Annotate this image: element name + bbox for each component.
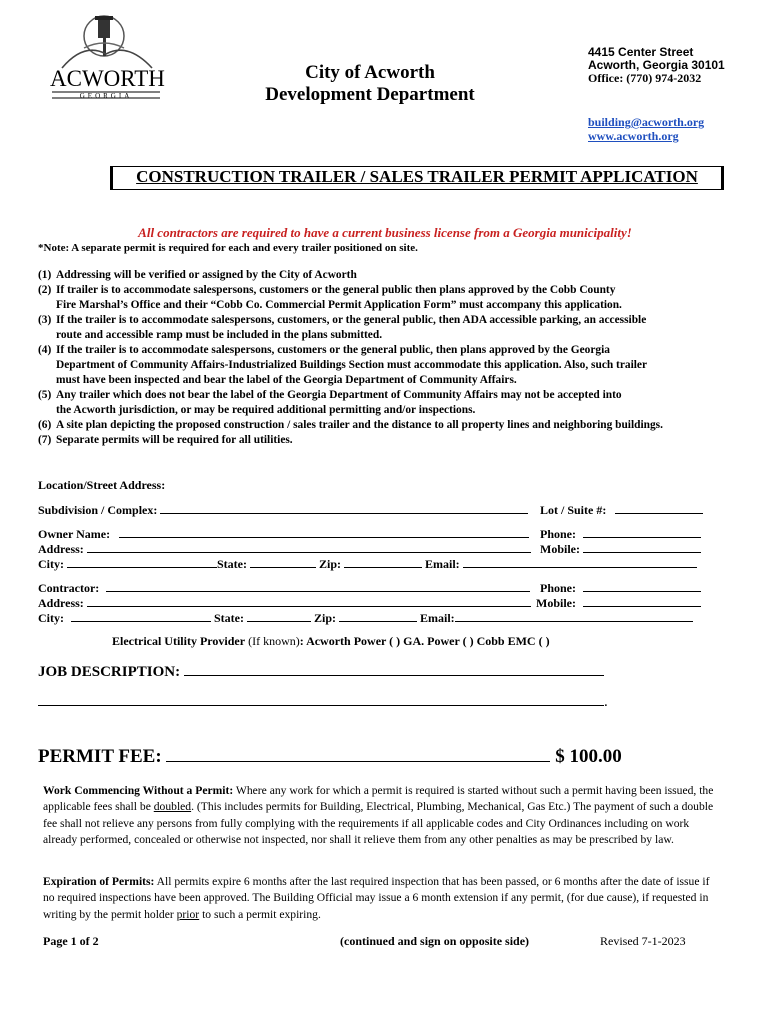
contractor-state-field[interactable] xyxy=(247,610,311,622)
owner-address-row xyxy=(38,541,531,557)
work-heading: Work Commencing Without a Permit: xyxy=(43,784,234,797)
logo-subtext: GEORGIA xyxy=(79,92,133,100)
contractor-label: Contractor: xyxy=(38,581,100,595)
owner-city-label: City: xyxy=(38,557,64,571)
contractor-address-field[interactable] xyxy=(87,595,531,607)
lot-row xyxy=(540,502,703,518)
contractor-email-field[interactable] xyxy=(455,610,693,622)
contractor-zip-field[interactable] xyxy=(339,610,417,622)
contractor-row xyxy=(38,580,530,596)
electrical-provider-row xyxy=(112,634,550,649)
license-notice: All contractors are required to have a current business license from a Georgia municipality! xyxy=(138,225,632,240)
continued-note: (continued and sign on opposite side) xyxy=(340,934,530,948)
permit-fee-row xyxy=(38,746,622,768)
email-link[interactable]: building@acworth.org xyxy=(588,115,705,129)
org-line-2: Development Department xyxy=(265,84,475,105)
expiration-paragraph: Expiration of Permits: All permits expire 6 months after the last required inspection that has been passed, or 6 months after the date of issue if no required inspections have been approved. The Building Official may issue a 6 month extension if any permit, (for due cause), if requested in writing by the permit holder prior to such a permit expiring. xyxy=(43,875,710,921)
contractor-city-field[interactable] xyxy=(71,610,211,622)
owner-phone-field[interactable] xyxy=(583,526,701,538)
contractor-phone-label: Phone: xyxy=(540,581,576,595)
contractor-mobile-field[interactable] xyxy=(583,595,701,607)
contractor-mobile-label: Mobile: xyxy=(536,596,576,610)
owner-address-field[interactable] xyxy=(87,541,531,553)
owner-phone-row xyxy=(540,526,701,542)
location-label: Location/Street Address: xyxy=(38,478,166,492)
contractor-mobile-row xyxy=(536,595,701,611)
job-description-row xyxy=(38,662,604,681)
form-title: CONSTRUCTION TRAILER / SALES TRAILER PERMIT APPLICATION xyxy=(136,167,698,186)
owner-city-row xyxy=(38,556,697,572)
permit-fee-label: PERMIT FEE: xyxy=(38,746,162,767)
owner-mobile-label: Mobile: xyxy=(540,542,580,556)
owner-state-field[interactable] xyxy=(250,556,316,568)
rule-6: (6) A site plan depicting the proposed construction / sales trailer and the distance to all property lines and neighboring buildings. xyxy=(38,419,663,431)
owner-email-field[interactable] xyxy=(463,556,697,568)
city-state: Acworth, Georgia 30101 xyxy=(588,58,725,72)
street: 4415 Center Street xyxy=(588,45,694,59)
lot-field[interactable] xyxy=(615,502,703,514)
permit-fee-amount: $ 100.00 xyxy=(555,746,622,767)
job-description-line-2: . xyxy=(38,692,608,711)
permit-fee-line xyxy=(166,746,550,762)
owner-mobile-field[interactable] xyxy=(583,541,701,553)
rule-4: (4) If the trailer is to accommodate salespersons, customers or the general public, then plans approved by the Georgia Department of Community Affairs-Industrialized Buildings Section must accommodate this application. Also, such trailer must have been inspected and bear the label of the Georgia Department of Community Affairs. xyxy=(38,344,648,386)
rule-3: (3) If the trailer is to accommodate salespersons, customers, or the general public, then ADA accessible parking, an accessible route and accessible ramp must be included in the plans submitted. xyxy=(38,314,647,341)
owner-zip-label: Zip: xyxy=(319,557,342,571)
contractor-field[interactable] xyxy=(106,580,530,592)
org-line-1: City of Acworth xyxy=(305,62,435,83)
logo-text: ACWORTH xyxy=(50,66,165,91)
separate-permit-note: *Note: A separate permit is required for each and every trailer positioned on site. xyxy=(38,242,418,254)
electrical-label: Electrical Utility Provider xyxy=(112,634,246,648)
job-description-label: JOB DESCRIPTION: xyxy=(38,664,181,680)
contractor-address-label: Address: xyxy=(38,596,84,610)
owner-zip-field[interactable] xyxy=(344,556,422,568)
contractor-city-label: City: xyxy=(38,611,64,625)
owner-mobile-row xyxy=(540,541,701,557)
rule-1: (1) Addressing will be verified or assigned by the City of Acworth xyxy=(38,269,357,281)
contractor-phone-row xyxy=(540,580,701,596)
subdivision-row xyxy=(38,502,528,518)
acworth-logo xyxy=(48,8,164,104)
website-link[interactable]: www.acworth.org xyxy=(588,129,679,143)
doubled-word: doubled xyxy=(153,800,192,814)
owner-state-label: State: xyxy=(217,557,247,571)
prior-word: prior xyxy=(176,907,200,921)
revision-date: Revised 7-1-2023 xyxy=(600,934,686,948)
work-commencing-paragraph: Work Commencing Without a Permit: Where any work for which a permit is required is started without such a permit having been issued, the applicable fees shall be doubled. (This includes permits for Building, Electrical, Plumbing, Mechanical, Gas Etc.) The payment of such a double fee shall not relieve any persons from fully complying with the requirements if all applicable codes and City Ordinances including on work already performed, concealed or otherwise not inspected, nor shall it relieve them from any other penalties as may be prescribed by law. xyxy=(43,784,714,846)
subdivision-field[interactable] xyxy=(160,502,528,514)
expiration-heading: Expiration of Permits: xyxy=(43,875,155,888)
page-number: Page 1 of 2 xyxy=(43,934,99,948)
requirements-list xyxy=(38,268,738,448)
electrical-hint: (If known) xyxy=(248,634,300,648)
owner-address-label: Address: xyxy=(38,542,84,556)
rule-2: (2) If trailer is to accommodate salespersons, customers or the general public then plans approved by the Cobb County Fire Marshal’s Office and their “Cobb Co. Commercial Permit Application Form” must accompany this application. xyxy=(38,284,622,311)
address-block xyxy=(588,46,725,85)
contractor-zip-label: Zip: xyxy=(314,611,337,625)
electrical-options[interactable]: : Acworth Power ( ) GA. Power ( ) Cobb EMC ( ) xyxy=(299,634,550,648)
contractor-phone-field[interactable] xyxy=(583,580,701,592)
contractor-state-label: State: xyxy=(214,611,244,625)
contact-links xyxy=(588,115,704,143)
rule-7: (7) Separate permits will be required for all utilities. xyxy=(38,434,293,446)
contractor-address-row xyxy=(38,595,531,611)
owner-email-label: Email: xyxy=(425,557,460,571)
contractor-email-label: Email: xyxy=(420,611,455,625)
contractor-city-row xyxy=(38,610,693,626)
job-description-field[interactable] xyxy=(184,662,604,676)
office-phone: Office: (770) 974-2032 xyxy=(588,71,702,85)
owner-phone-label: Phone: xyxy=(540,527,576,541)
lot-label: Lot / Suite #: xyxy=(540,503,607,517)
owner-name-label: Owner Name: xyxy=(38,527,111,541)
rule-5: (5) Any trailer which does not bear the label of the Georgia Department of Community Affairs may not be accepted into the Acworth jurisdiction, or may be required additional permitting and/or inspections. xyxy=(38,389,622,416)
owner-city-field[interactable] xyxy=(67,556,217,568)
subdivision-label: Subdivision / Complex: xyxy=(38,503,158,517)
job-description-field-2[interactable] xyxy=(38,692,604,706)
owner-name-field[interactable] xyxy=(119,526,529,538)
owner-name-row xyxy=(38,526,529,542)
department-title xyxy=(230,62,510,106)
